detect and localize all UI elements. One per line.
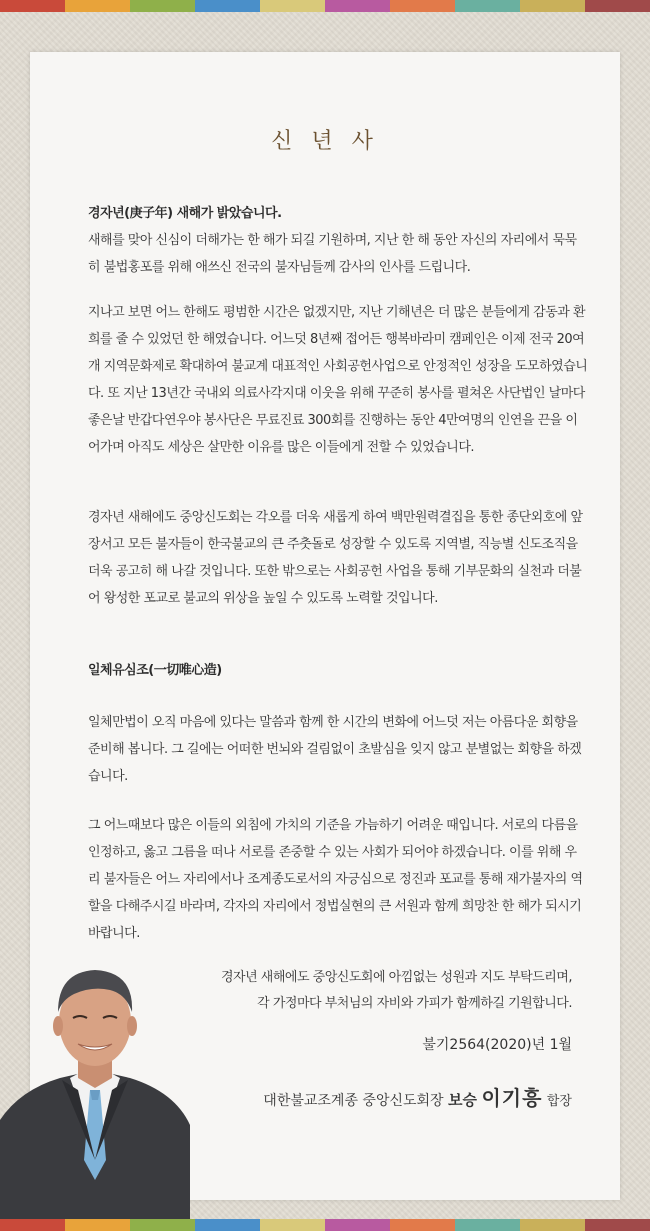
signature-org: 대한불교조계종 중앙신도회장	[263, 1093, 444, 1109]
stripe-segment	[390, 0, 455, 12]
stripe-segment	[260, 0, 325, 12]
stripe-segment	[0, 0, 65, 12]
greeting-line: 경자년(庚子年) 새해가 밝았습니다.	[88, 206, 282, 221]
signature-name: 이기흥	[481, 1086, 543, 1110]
stripe-segment	[65, 1219, 130, 1231]
stripe-segment	[195, 0, 260, 12]
paragraph-respect: 그 어느때보다 많은 이들의 외침에 가치의 기준을 가늠하기 어려운 때입니다. 서로의 다름을 인정하고, 옳고 그름을 떠나 서로를 존중할 수 있는 사회가 되어야 하겠습니다. 이를 위해 우리 불자들은 어느 자리에서나 조계종도로서의 자긍심으로 정진과 포교를 통해 재가불자의 역할을 다해주시길 바라며, 각자의 자리에서 정법실현의 큰 서원과 함께 희망찬 한 해가 되시기 바랍니다.	[88, 818, 583, 941]
stripe-segment	[585, 1219, 650, 1231]
signature-title: 보승	[448, 1091, 477, 1109]
stripe-segment	[260, 1219, 325, 1231]
stripe-segment	[325, 0, 390, 12]
closing-line-2: 각 가정마다 부처님의 자비와 가피가 함께하길 기원합니다.	[257, 996, 572, 1011]
stripe-segment	[455, 1219, 520, 1231]
stripe-segment	[455, 0, 520, 12]
paragraph-new-year-wish: 새해를 맞아 신심이 더해가는 한 해가 되길 기원하며, 지난 한 해 동안 자신의 자리에서 묵묵히 불법홍포를 위해 애쓰신 전국의 불자님들께 감사의 인사를 드립니다.	[88, 233, 577, 275]
signature-suffix: 합장	[546, 1094, 572, 1109]
stripe-segment	[520, 0, 585, 12]
stripe-segment	[0, 1219, 65, 1231]
stripe-segment	[390, 1219, 455, 1231]
stripe-segment	[130, 0, 195, 12]
stripe-segment	[130, 1219, 195, 1231]
closing-line-1: 경자년 새해에도 중앙신도회에 아낌없는 성원과 지도 부탁드리며,	[221, 970, 572, 985]
page-title: 신 년 사	[271, 129, 379, 154]
president-portrait	[0, 950, 190, 1231]
stripe-segment	[325, 1219, 390, 1231]
stripe-segment	[65, 0, 130, 12]
bottom-color-stripe	[0, 1219, 650, 1231]
stripe-segment	[520, 1219, 585, 1231]
signature	[263, 1082, 572, 1111]
section-heading: 일체유심조(一切唯心造)	[88, 663, 222, 678]
paragraph-last-year: 지나고 보면 어느 한해도 평범한 시간은 없겠지만, 지난 기해년은 더 많은 분들에게 감동과 환희를 줄 수 있었던 한 해였습니다. 어느덧 8년째 접어든 행복바라미 캠페인은 이제 전국 20여개 지역문화제로 확대하여 불교계 대표적인 사회공헌사업으로 안정적인 성장을 도모하였습니다. 또 지난 13년간 국내외 의료사각지대 이웃을 위해 꾸준히 봉사를 펼쳐온 사단법인 날마다좋은날 반갑다연우야 봉사단은 무료진료 300회를 진행하는 동안 4만여명의 인연을 끈을 이어가며 아직도 세상은 살만한 이유를 많은 이들에게 전할 수 있었습니다.	[88, 305, 588, 455]
paragraph-mind: 일체만법이 오직 마음에 있다는 말씀과 함께 한 시간의 변화에 어느덧 저는 아름다운 회향을 준비해 봅니다. 그 길에는 어떠한 번뇌와 걸림없이 초발심을 잊지 않고 분별없는 회향을 하겠습니다.	[88, 715, 582, 784]
stripe-segment	[195, 1219, 260, 1231]
top-color-stripe	[0, 0, 650, 12]
letter-date: 불기2564(2020)년 1월	[422, 1037, 572, 1053]
stripe-segment	[585, 0, 650, 12]
paragraph-plans: 경자년 새해에도 중앙신도회는 각오를 더욱 새롭게 하여 백만원력결집을 통한 종단외호에 앞장서고 모든 불자들이 한국불교의 큰 주춧돌로 성장할 수 있도록 지역별, 직능별 신도조직을 더욱 공고히 해 나갈 것입니다. 또한 밖으로는 사회공헌 사업을 통해 기부문화의 실천과 더불어 왕성한 포교로 불교의 위상을 높일 수 있도록 노력할 것입니다.	[88, 510, 583, 606]
